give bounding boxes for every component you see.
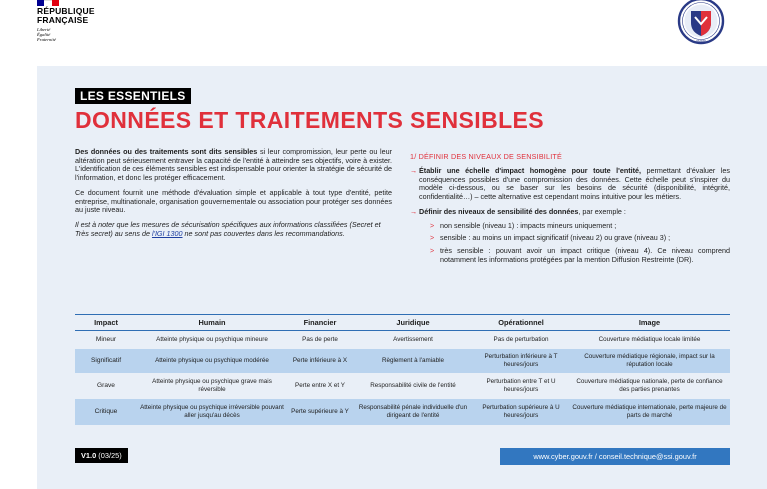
header-image: Image [569, 315, 730, 331]
table-cell: Perte supérieure à Y [287, 399, 353, 425]
header-humain: Humain [137, 315, 287, 331]
table-header-row [75, 315, 730, 331]
level-text: très sensible : pouvant avoir un impact critique (niveau 4). Ce niveau comprend notamment les informations protégées par la mention Diffusion Restreinte (DR). [440, 245, 730, 264]
sensitivity-level-list [419, 222, 730, 265]
bullet-1-text: permettant d'évaluer les conséquences possibles d'une compromission des données. Cette échelle peut s'inspirer du modèle ci-dessous, ou se baser sur les besoins de sécurité (disponibilité, intégrité, confidentialité…) – cette alternative est cependant moins intuitive pour les métiers. [419, 166, 730, 202]
header-impact: Impact [75, 315, 137, 331]
version-number: V1.0 [81, 451, 97, 460]
page-header [0, 0, 767, 66]
table-row [75, 399, 730, 425]
table-cell: Pas de perte [302, 335, 338, 343]
table-cell: Avertissement [393, 335, 433, 343]
level-text: non sensible (niveau 1) : impacts mineurs uniquement ; [440, 220, 617, 230]
table-cell: Perturbation inférieure à T heures/jours [473, 349, 569, 373]
table-cell: Règlement à l'amiable [353, 349, 473, 373]
republic-motto [37, 27, 56, 43]
arrow-right-icon: → [410, 166, 418, 175]
anssi-seal-logo [676, 0, 726, 46]
version-date: (03/25) [96, 451, 122, 460]
table-row [75, 349, 730, 373]
table-cell: Couverture médiatique nationale, perte de confiance des parties prenantes [576, 377, 723, 393]
table-cell: Responsabilité civile de l'entité [370, 381, 456, 389]
header-financier: Financier [287, 315, 353, 331]
table-cell: Perte entre X et Y [295, 381, 345, 389]
level-text: sensible : au moins un impact significatif (niveau 2) ou grave (niveau 3) ; [440, 233, 671, 243]
intro-paragraph-1 [75, 148, 392, 183]
motto-fraternite: Fraternité [37, 37, 56, 43]
igi-1300-link[interactable]: l'IGI 1300 [151, 228, 183, 238]
section-title: 1/ DÉFINIR DES NIVEAUX DE SENSIBILITÉ [410, 152, 562, 161]
chevron-right-icon: > [430, 233, 435, 243]
table-cell: Atteinte physique ou psychique modérée [137, 349, 287, 373]
list-item [419, 222, 730, 231]
bullet-2-bold: Définir des niveaux de sensibilité des données [419, 206, 579, 216]
table-cell: Couverture médiatique locale limitée [598, 335, 701, 343]
chevron-right-icon: > [430, 220, 435, 230]
table-row [75, 331, 730, 349]
table-cell: Significatif [75, 349, 137, 373]
anssi-label: ANSSI [695, 39, 707, 44]
section-column [410, 152, 730, 270]
republique-francaise-wordmark [37, 7, 95, 25]
table-cell: Mineur [95, 335, 117, 343]
intro-p1-bold: Des données ou des traitements sont dits sensibles [75, 147, 258, 156]
bullet-2-text: , par exemple : [578, 206, 626, 216]
table-cell: Grave [97, 381, 115, 389]
table-cell: Perturbation entre T et U heures/jours [486, 377, 556, 393]
intro-note [75, 221, 392, 238]
table-cell: Atteinte physique ou psychique mineure [156, 335, 268, 343]
arrow-right-icon: → [410, 206, 418, 216]
header-juridique: Juridique [353, 315, 473, 331]
motto-egalite: Égalité [37, 32, 51, 38]
essentiels-badge: LES ESSENTIELS [75, 88, 191, 104]
table-cell: Pas de perturbation [493, 335, 549, 343]
note-text-before: Il est à noter que les mesures de sécurisation spécifiques aux informations classifiées (Secret et Très secret) au sens de [75, 219, 381, 238]
intro-paragraph-2: Ce document fournit une méthode d'évaluation simple et applicable à tout type d'entité, petite entreprise, multinationale, organisation gouvernementale ou association pour protéger ses données au juste niveau. [75, 187, 392, 215]
table-cell: Perturbation supérieure à U heures/jours [473, 399, 569, 425]
francaise-text: FRANÇAISE [37, 15, 89, 25]
motto-liberte: Liberté [37, 27, 51, 32]
version-badge [75, 448, 128, 463]
bullet-1-bold: Établir une échelle d'impact homogène pour toute l'entité, [419, 166, 642, 175]
header-operationnel: Opérationnel [473, 315, 569, 331]
republique-text: RÉPUBLIQUE [37, 6, 95, 16]
page-title: DONNÉES ET TRAITEMENTS SENSIBLES [75, 107, 545, 133]
table-cell: Critique [75, 399, 137, 425]
table-cell: Atteinte physique ou psychique grave mais réversible [152, 377, 272, 393]
table-row [75, 373, 730, 399]
chevron-right-icon: > [430, 245, 435, 255]
table-cell: Perte inférieure à X [287, 349, 353, 373]
intro-p1-text: si leur compromission, leur perte ou leur altération peut sérieusement entraver la capacité de l'entité à atteindre ses objectifs, voire à exister. L'identification de ces éléments sensibles est indispensable pour orienter la stratégie de sécurité de l'information, et donc les protéger efficacement. [75, 147, 393, 183]
bullet-impact-scale [410, 167, 730, 202]
table-cell: Couverture médiatique internationale, perte majeure de parts de marché [569, 399, 730, 425]
intro-column [75, 148, 392, 244]
bullet-sensitivity-levels [410, 208, 730, 265]
list-item [419, 234, 730, 243]
list-item [419, 247, 730, 264]
table-cell: Responsabilité pénale individuelle d'un dirigeant de l'entité [353, 399, 473, 425]
table-cell: Atteinte physique ou psychique irréversible pouvant aller jusqu'au décès [137, 399, 287, 425]
impact-table [75, 314, 730, 425]
note-text-after: ne sont pas couvertes dans les recommandations. [182, 228, 345, 238]
contact-banner[interactable]: www.cyber.gouv.fr / conseil.technique@ssi.gouv.fr [500, 448, 730, 465]
table-cell: Couverture médiatique régionale, impact sur la réputation locale [569, 349, 730, 373]
